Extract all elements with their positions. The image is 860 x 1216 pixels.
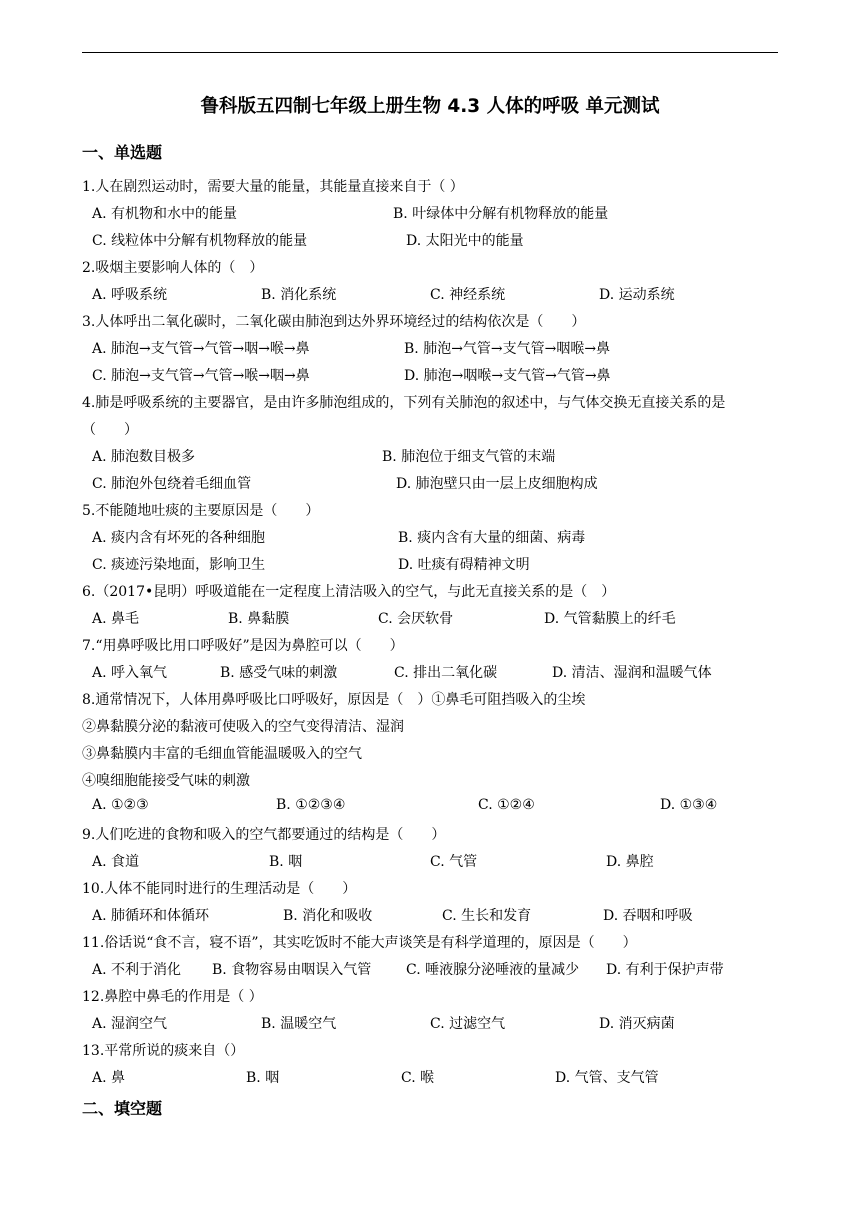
question-8-statement-2: ②鼻黏膜分泌的黏液可使吸入的空气变得清洁、湿润: [82, 719, 404, 735]
q9-option-d[interactable]: D. 鼻腔: [606, 854, 654, 870]
q10-option-d[interactable]: D. 吞咽和呼吸: [603, 908, 693, 924]
q2-option-d[interactable]: D. 运动系统: [599, 287, 675, 303]
question-8-statement-4: ④嗅细胞能接受气味的刺激: [82, 773, 250, 789]
question-12-stem: 12.鼻腔中鼻毛的作用是（ ）: [82, 989, 263, 1005]
question-10-stem: 10.人体不能同时进行的生理活动是（ ）: [82, 881, 357, 897]
q6-option-c[interactable]: C. 会厌软骨: [378, 611, 454, 627]
q6-option-d[interactable]: D. 气管黏膜上的纤毛: [544, 611, 676, 627]
q4-option-a[interactable]: A. 肺泡数目极多: [92, 449, 196, 465]
question-2-stem: 2.吸烟主要影响人体的（ ）: [82, 260, 264, 276]
question-3-stem: 3.人体呼出二氧化碳时，二氧化碳由肺泡到达外界环境经过的结构依次是（ ）: [82, 314, 586, 330]
q7-option-d[interactable]: D. 清洁、湿润和温暖气体: [552, 665, 712, 681]
q11-option-a[interactable]: A. 不利于消化: [92, 962, 182, 978]
q9-option-c[interactable]: C. 气管: [430, 854, 478, 870]
q1-option-b[interactable]: B. 叶绿体中分解有机物释放的能量: [393, 206, 609, 222]
question-4-stem: 4.肺是呼吸系统的主要器官，是由许多肺泡组成的，下列有关肺泡的叙述中，与气体交换无直接关系的是: [82, 395, 726, 411]
q6-option-b[interactable]: B. 鼻黏膜: [228, 611, 290, 627]
q4-option-c[interactable]: C. 肺泡外包绕着毛细血管: [92, 476, 252, 492]
question-13-stem: 13.平常所说的痰来自（）: [82, 1043, 245, 1059]
question-5-stem: 5.不能随地吐痰的主要原因是（ ）: [82, 503, 320, 519]
page-title: 鲁科版五四制七年级上册生物 4.3 人体的呼吸 单元测试: [200, 96, 660, 117]
q9-option-a[interactable]: A. 食道: [92, 854, 140, 870]
q8-option-b[interactable]: B. ①②③④: [276, 797, 346, 813]
q7-option-a[interactable]: A. 呼入氧气: [92, 665, 168, 681]
section-heading-fill-in: 二、填空题: [82, 1099, 163, 1118]
q2-option-b[interactable]: B. 消化系统: [261, 287, 337, 303]
q11-option-d[interactable]: D. 有利于保护声带: [606, 962, 724, 978]
q13-option-a[interactable]: A. 鼻: [92, 1070, 126, 1086]
question-9-stem: 9.人们吃进的食物和吸入的空气都要通过的结构是（ ）: [82, 827, 446, 843]
q12-option-c[interactable]: C. 过滤空气: [430, 1016, 506, 1032]
q4-option-d[interactable]: D. 肺泡壁只由一层上皮细胞构成: [396, 476, 598, 492]
q8-option-c[interactable]: C. ①②④: [478, 797, 535, 813]
question-6-stem: 6.（2017•昆明）呼吸道能在一定程度上清洁吸入的空气，与此无直接关系的是（ ）: [82, 584, 616, 600]
q5-option-b[interactable]: B. 痰内含有大量的细菌、病毒: [398, 530, 586, 546]
q3-option-a[interactable]: A. 肺泡→支气管→气管→咽→喉→鼻: [92, 341, 310, 357]
q12-option-a[interactable]: A. 湿润空气: [92, 1016, 168, 1032]
q10-option-b[interactable]: B. 消化和吸收: [283, 908, 373, 924]
question-11-stem: 11.俗话说“食不言，寝不语”，其实吃饭时不能大声谈笑是有科学道理的，原因是（ ）: [82, 935, 637, 951]
q1-option-c[interactable]: C. 线粒体中分解有机物释放的能量: [92, 233, 308, 249]
q1-option-d[interactable]: D. 太阳光中的能量: [406, 233, 524, 249]
q4-option-b[interactable]: B. 肺泡位于细支气管的末端: [382, 449, 556, 465]
q11-option-c[interactable]: C. 唾液腺分泌唾液的量减少: [406, 962, 580, 978]
q2-option-a[interactable]: A. 呼吸系统: [92, 287, 168, 303]
q3-option-d[interactable]: D. 肺泡→咽喉→支气管→气管→鼻: [404, 368, 611, 384]
q2-option-c[interactable]: C. 神经系统: [430, 287, 506, 303]
question-8-statement-3: ③鼻黏膜内丰富的毛细血管能温暖吸入的空气: [82, 746, 362, 762]
header-rule: [82, 52, 778, 53]
q11-option-b[interactable]: B. 食物容易由咽误入气管: [212, 962, 372, 978]
question-8-stem: 8.通常情况下，人体用鼻呼吸比口呼吸好，原因是（ ）①鼻毛可阻挡吸入的尘埃: [82, 692, 586, 708]
q10-option-a[interactable]: A. 肺循环和体循环: [92, 908, 210, 924]
q13-option-b[interactable]: B. 咽: [246, 1070, 280, 1086]
q1-option-a[interactable]: A. 有机物和水中的能量: [92, 206, 238, 222]
q12-option-d[interactable]: D. 消灭病菌: [599, 1016, 675, 1032]
q10-option-c[interactable]: C. 生长和发育: [442, 908, 532, 924]
q9-option-b[interactable]: B. 咽: [269, 854, 303, 870]
q6-option-a[interactable]: A. 鼻毛: [92, 611, 140, 627]
q8-option-a[interactable]: A. ①②③: [92, 797, 149, 813]
q13-option-d[interactable]: D. 气管、支气管: [555, 1070, 659, 1086]
q5-option-c[interactable]: C. 痰迹污染地面，影响卫生: [92, 557, 266, 573]
q5-option-a[interactable]: A. 痰内含有坏死的各种细胞: [92, 530, 266, 546]
q12-option-b[interactable]: B. 温暖空气: [261, 1016, 337, 1032]
section-heading-single-choice: 一、单选题: [82, 143, 163, 162]
q8-option-d[interactable]: D. ①③④: [660, 797, 718, 813]
question-7-stem: 7.“用鼻呼吸比用口呼吸好”是因为鼻腔可以（ ）: [82, 638, 404, 654]
q3-option-b[interactable]: B. 肺泡→气管→支气管→咽喉→鼻: [404, 341, 611, 357]
q3-option-c[interactable]: C. 肺泡→支气管→气管→喉→咽→鼻: [92, 368, 310, 384]
question-4-stem-cont: （ ）: [82, 422, 138, 438]
q5-option-d[interactable]: D. 吐痰有碍精神文明: [398, 557, 530, 573]
question-1-stem: 1.人在剧烈运动时，需要大量的能量，其能量直接来自于（ ）: [82, 179, 464, 195]
q7-option-c[interactable]: C. 排出二氧化碳: [394, 665, 498, 681]
q13-option-c[interactable]: C. 喉: [401, 1070, 435, 1086]
q7-option-b[interactable]: B. 感受气味的刺激: [220, 665, 338, 681]
